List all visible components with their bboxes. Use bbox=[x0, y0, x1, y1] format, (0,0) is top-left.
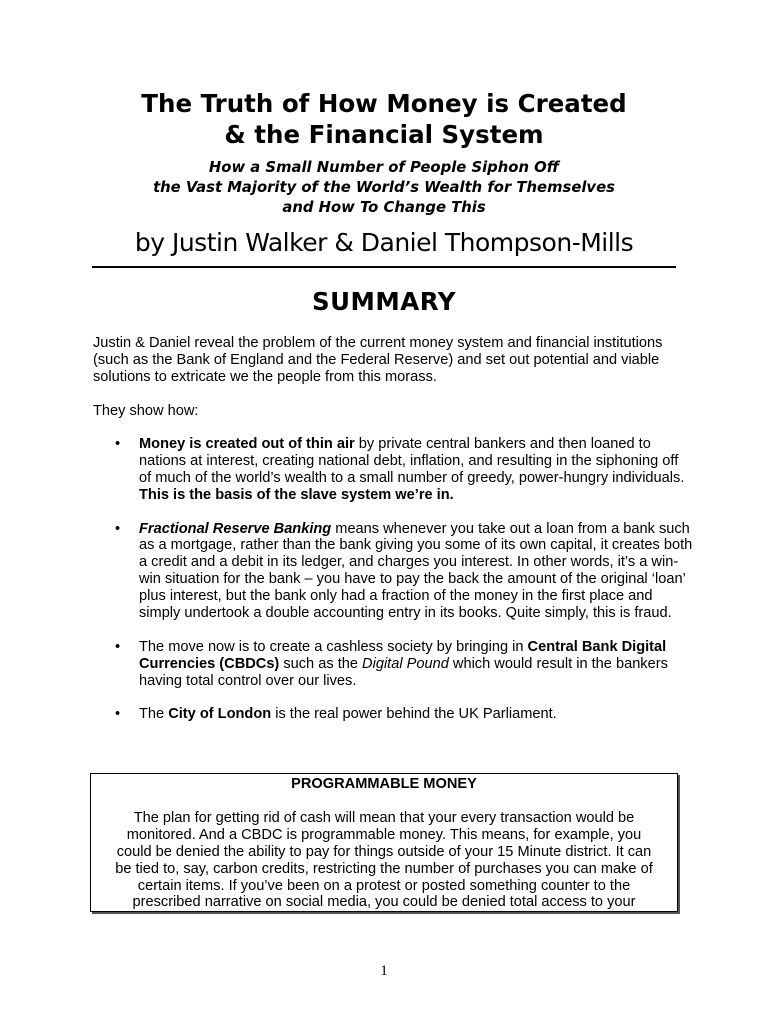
bullet-bold-italic: Fractional Reserve Banking bbox=[139, 520, 332, 537]
box-title: PROGRAMMABLE MONEY bbox=[291, 776, 477, 792]
box-line: prescribed narrative on social media, you could be denied total access to your bbox=[132, 894, 636, 911]
bullet-bold: Money is created out of thin air bbox=[139, 436, 355, 452]
subtitle-line: How a Small Number of People Siphon Off bbox=[208, 159, 560, 176]
bullet-bold-line: This is the basis of the slave system we’re in. bbox=[139, 486, 454, 503]
bullet-italic: Digital Pound bbox=[362, 655, 449, 672]
bullet-item-cbdc bbox=[93, 639, 693, 690]
bullet-marker: • bbox=[115, 436, 121, 452]
bullet-marker: • bbox=[115, 638, 121, 655]
bullet-text: is the real power behind the UK Parliament. bbox=[271, 706, 557, 723]
box-line: The plan for getting rid of cash will mean that your every transaction would be bbox=[133, 809, 635, 826]
box-body bbox=[91, 810, 677, 911]
title-divider bbox=[92, 266, 676, 268]
section-heading: SUMMARY bbox=[311, 287, 457, 316]
document-title bbox=[0, 88, 768, 150]
bullet-marker: • bbox=[115, 520, 121, 537]
box-line: could be denied the ability to pay for things outside of your 15 Minute district. It can bbox=[116, 843, 652, 860]
summary-bullet-list bbox=[93, 436, 693, 740]
bullet-text: which would result in the bankers having total control over our lives. bbox=[139, 655, 668, 689]
authors-byline: by Justin Walker & Daniel Thompson-Mills bbox=[134, 228, 634, 257]
bullet-item-money-creation bbox=[93, 436, 693, 504]
bullet-marker: • bbox=[115, 706, 121, 723]
bullet-item-city-of-london bbox=[93, 706, 693, 723]
intro-paragraph: Justin & Daniel reveal the problem of the current money system and financial institutions (such as the Bank of England and the Federal Reserve) and set out potential and viable solutions to extricate we the people from this morass. bbox=[93, 335, 663, 385]
page-number: 1 bbox=[380, 963, 388, 979]
bullet-text: by private central bankers and then loaned to nations at interest, creating national debt, inflation, and resulting in the siphoning off of much of the world’s wealth to a small number of greedy, power-hungry individuals. bbox=[139, 436, 685, 486]
box-line: certain items. If you’ve been on a protest or posted something counter to the bbox=[137, 877, 631, 894]
bullet-text: means whenever you take out a loan from a bank such as a mortgage, rather than the bank giving you some of its own capital, it creates both a credit and a debit in its ledger, and charges you interest. In other words, it’s a win-win situation for the bank – you have to pay the back the amount of the original ‘loan’ plus interest, but the bank only had a fraction of the money in the first place and simply undertook a double accounting entry in its books. Quite simply, this is fraud. bbox=[139, 520, 693, 622]
subtitle-line: the Vast Majority of the World’s Wealth for Themselves bbox=[153, 179, 615, 196]
bullet-bold: Central Bank Digital Currencies (CBDCs) bbox=[139, 638, 667, 672]
title-line: The Truth of How Money is Created bbox=[141, 89, 627, 118]
document-subtitle bbox=[0, 158, 768, 218]
they-show-paragraph: They show how: bbox=[93, 403, 199, 419]
bullet-text: The move now is to create a cashless society by bringing in bbox=[139, 638, 528, 655]
bullet-text: such as the bbox=[279, 655, 363, 672]
subtitle-line: and How To Change This bbox=[282, 199, 486, 216]
box-line: be tied to, say, carbon credits, restricting the number of purchases you can make of bbox=[115, 860, 653, 877]
bullet-item-fractional-reserve bbox=[93, 521, 693, 622]
programmable-money-box bbox=[90, 773, 678, 912]
title-line: & the Financial System bbox=[224, 120, 544, 149]
bullet-text: The bbox=[139, 706, 169, 723]
bullet-bold: City of London bbox=[168, 706, 272, 723]
box-line: monitored. And a CBDC is programmable money. This means, for example, you bbox=[126, 826, 642, 843]
